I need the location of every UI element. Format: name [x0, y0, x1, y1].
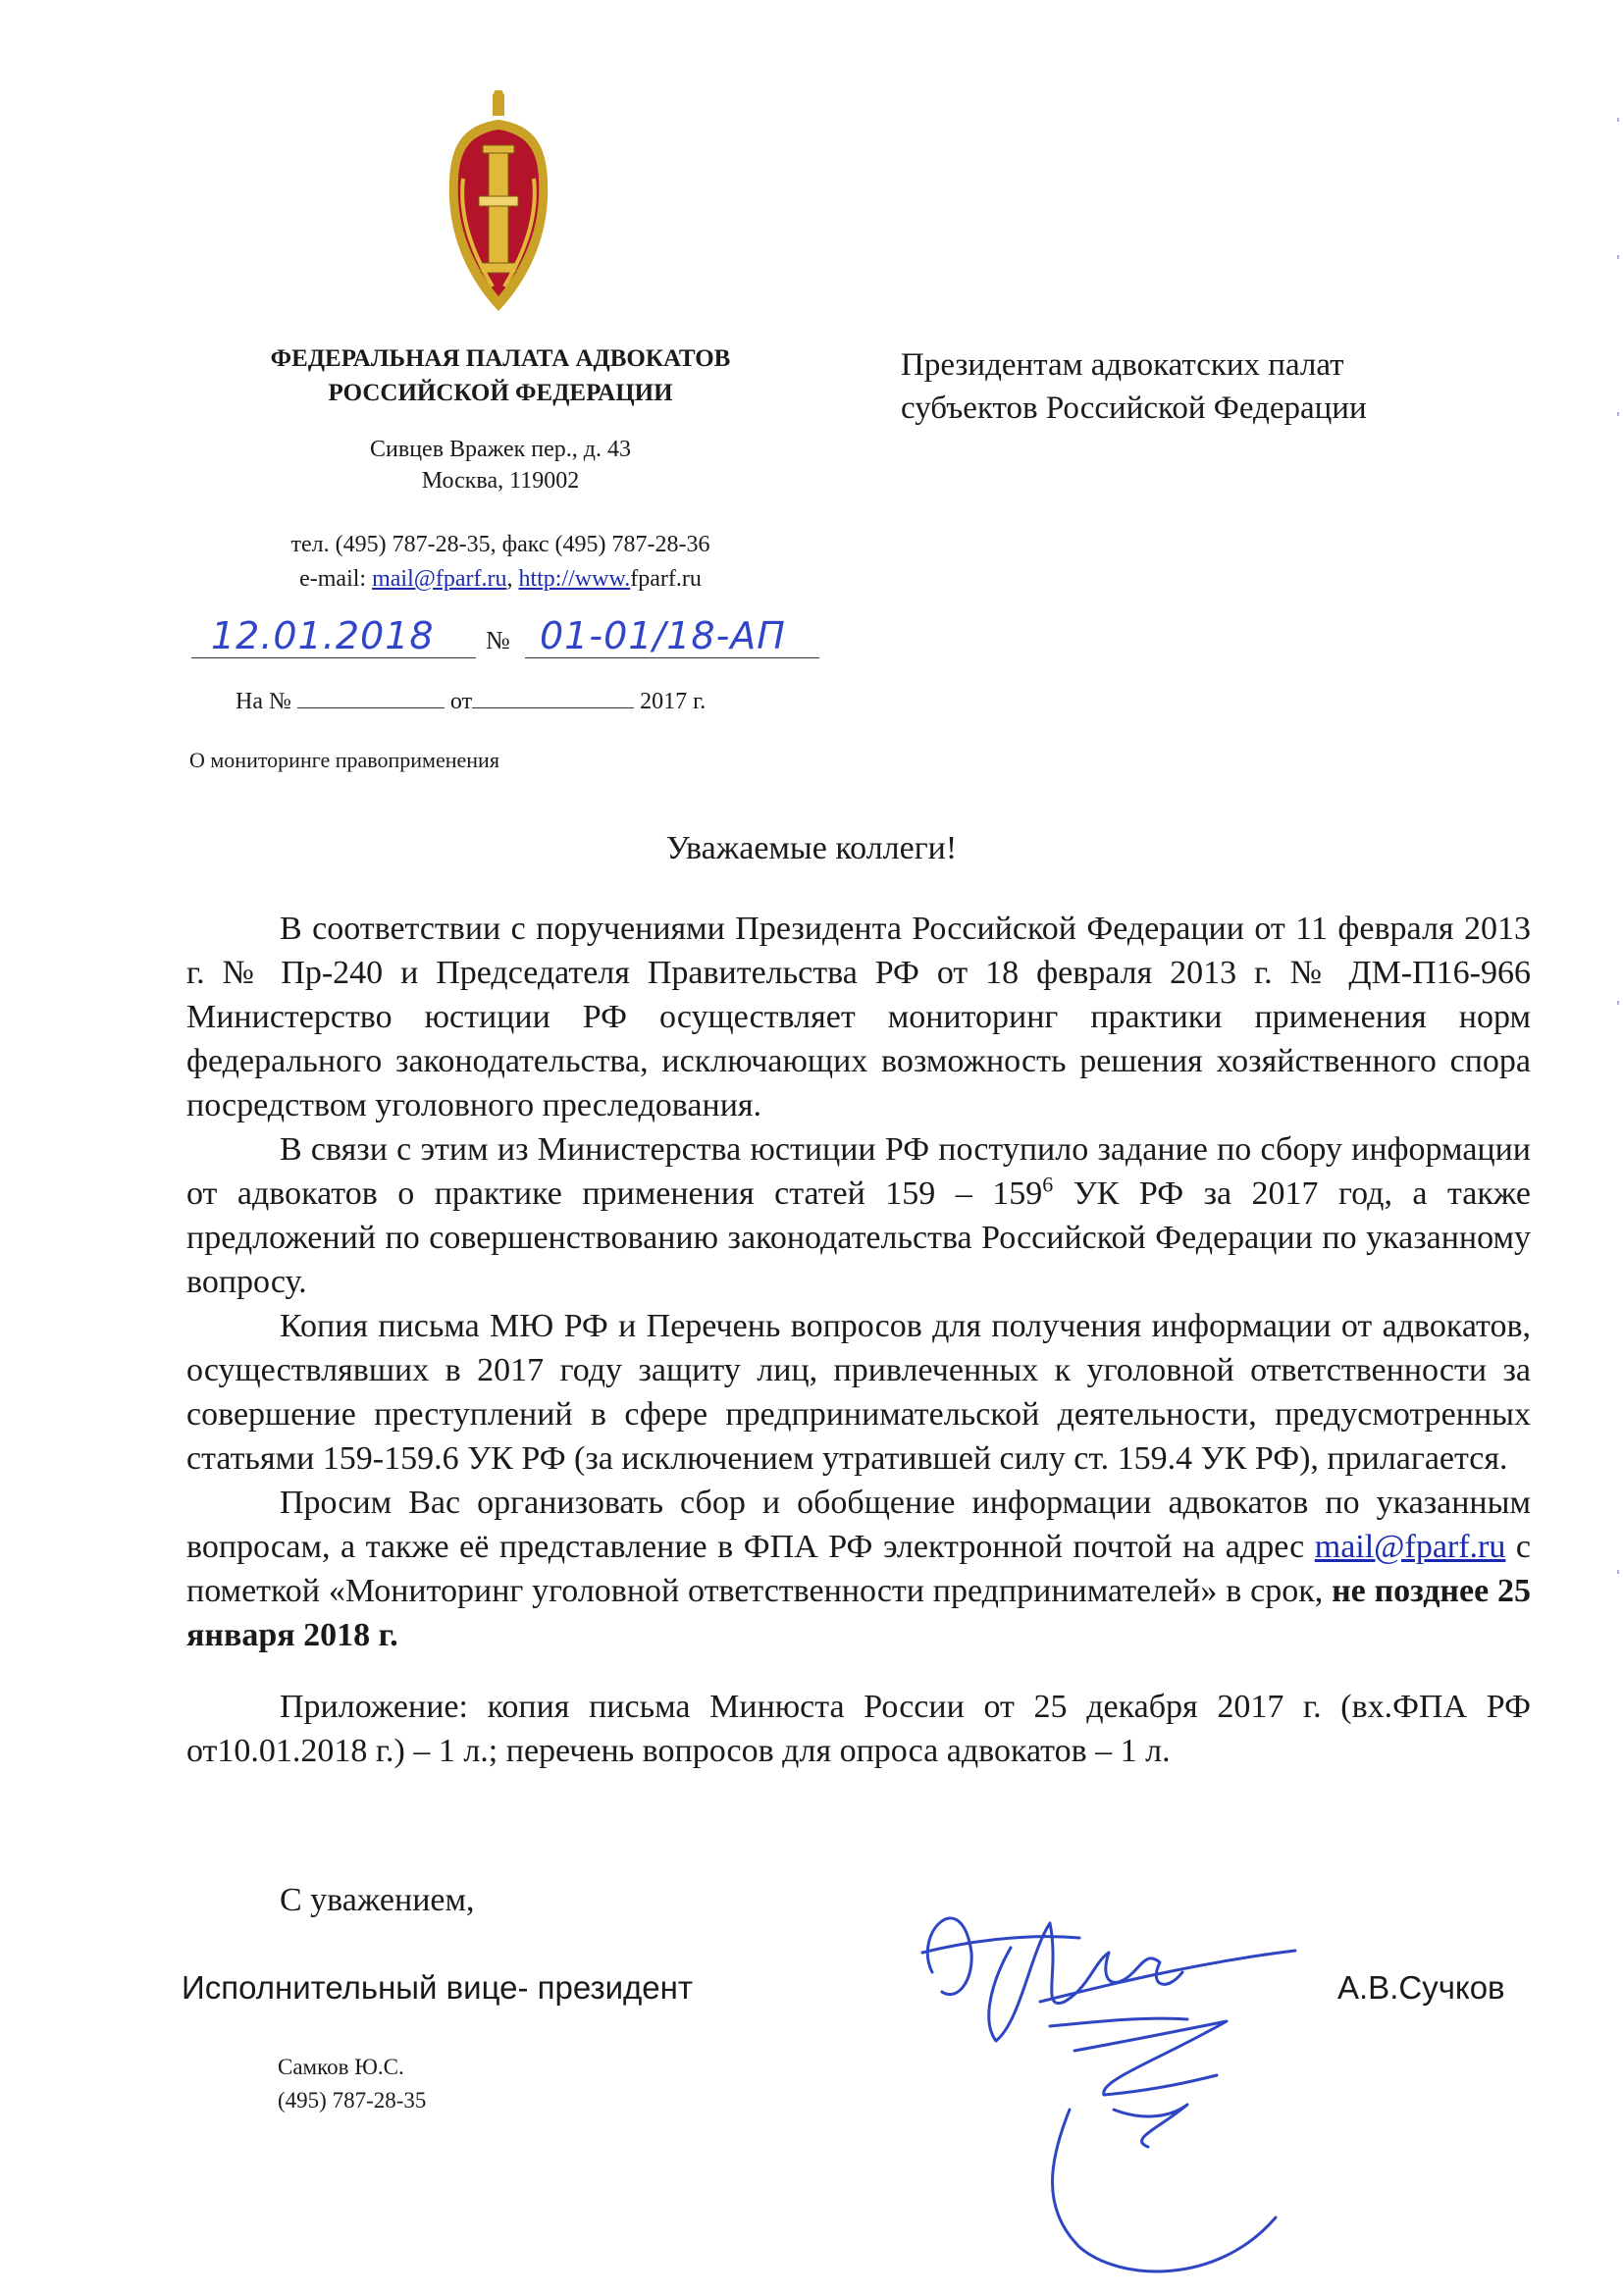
p2-text-b: УК РФ за 2017 год, а также предложений по совершенствованию законодательства Российской Федерации по указанному вопросу.: [186, 1175, 1531, 1300]
registration-line: [191, 614, 819, 663]
reply-reference-line: [236, 685, 765, 718]
url-link-prefix[interactable]: http://www.: [518, 566, 631, 592]
handwritten-signature-icon: [903, 1894, 1315, 2296]
email-link[interactable]: mail@fparf.ru: [372, 566, 507, 592]
org-name: [177, 341, 824, 410]
recipient-line2: субъектов Российской Федерации: [901, 391, 1367, 426]
executor-name: Самков Ю.С.: [278, 2055, 404, 2079]
attachment-note: Приложение: копия письма Минюста России от 25 декабря 2017 г. (вх.ФПА РФ от10.01.2018 г.) – 1 л.; перечень вопросов для опроса адвокатов – 1 л.: [186, 1689, 1531, 1769]
letter-body: [186, 907, 1531, 1773]
p4-deadline: не позднее 25 января 2018 г.: [186, 1573, 1532, 1653]
signer-name: А.В.Сучков: [1337, 1969, 1505, 2006]
recipient-line1: Президентам адвокатских палат: [901, 347, 1344, 383]
p2-superscript: 6: [1042, 1172, 1054, 1197]
org-name-line1: ФЕДЕРАЛЬНАЯ ПАЛАТА АДВОКАТОВ: [270, 345, 731, 372]
executor-block: [278, 2051, 426, 2117]
handwritten-number: 01-01/18-АП: [540, 614, 786, 657]
letter-subject: О мониторинге правоприменения: [189, 748, 499, 772]
handwritten-date: 12.01.2018: [211, 614, 435, 657]
p4-email-link[interactable]: mail@fparf.ru: [1314, 1529, 1506, 1565]
closing-regards: С уважением,: [280, 1882, 475, 1918]
org-address: [177, 434, 824, 496]
body-paragraph-1: В соответствии с поручениями Президента Российской Федерации от 11 февраля 2013 г. № Пр-240 и Председателя Правительства РФ от 18 февраля 2013 г. № ДМ-П16-966 Министерство юстиции РФ осуществляет мониторинг практики применения норм федерального законодательства, исключающих возможность решения хозяйственного спора посредством уголовного преследования.: [186, 911, 1531, 1123]
reply-number-blank: [297, 688, 445, 708]
greeting: Уважаемые коллеги!: [665, 830, 958, 866]
bar-association-emblem-icon: [444, 90, 553, 318]
reply-from-label: от: [449, 689, 473, 714]
body-paragraph-4: [186, 1481, 1531, 1657]
reply-no-label: На №: [236, 689, 291, 714]
org-name-line2: РОССИЙСКОЙ ФЕДЕРАЦИИ: [328, 380, 673, 406]
number-label: №: [486, 626, 510, 654]
p4-text-a: Просим Вас организовать сбор и обобщение информации адвокатов по указанным вопросам, а также её представление в ФПА РФ электронной почтой на адрес: [186, 1485, 1531, 1565]
p2-text-a: В связи с этим из Министерства юстиции РФ поступило задание по сбору информации от адвокатов о практике применения статей 159 – 159: [186, 1131, 1531, 1212]
url-link-rest: fparf.ru: [630, 566, 702, 592]
reply-date-blank: [472, 688, 634, 708]
phone-fax: тел. (495) 787-28-35, факс (495) 787-28-36: [290, 532, 710, 557]
email-label: e-mail:: [299, 566, 373, 592]
signer-position: Исполнительный вице- президент: [182, 1969, 693, 2006]
recipient-block: [901, 343, 1529, 430]
reply-year: 2017 г.: [640, 689, 707, 714]
email-url-line: [177, 562, 824, 597]
p4-text-b: с пометкой «Мониторинг уголовной ответственности предпринимателей» в срок,: [186, 1529, 1531, 1609]
body-paragraph-2: [186, 1127, 1531, 1304]
number-underline: [525, 657, 819, 658]
org-contacts: [177, 528, 824, 597]
scan-margin-marks: [1594, 0, 1623, 2296]
address-city: Москва, 119002: [421, 468, 580, 494]
address-street: Сивцев Вражек пер., д. 43: [370, 437, 631, 462]
executor-phone: (495) 787-28-35: [278, 2088, 427, 2113]
url-separator: ,: [506, 566, 519, 592]
paragraph-gap: [186, 1657, 1531, 1685]
body-paragraph-3: Копия письма МЮ РФ и Перечень вопросов для получения информации от адвокатов, осуществлявших в 2017 году защиту лиц, привлеченных к уголовной ответственности за совершение преступлений в сфере предпринимательской деятельности, предусмотренных статьями 159-159.6 УК РФ (за исключением утратившей силу ст. 159.4 УК РФ), прилагается.: [186, 1308, 1531, 1477]
date-underline: [191, 657, 476, 658]
